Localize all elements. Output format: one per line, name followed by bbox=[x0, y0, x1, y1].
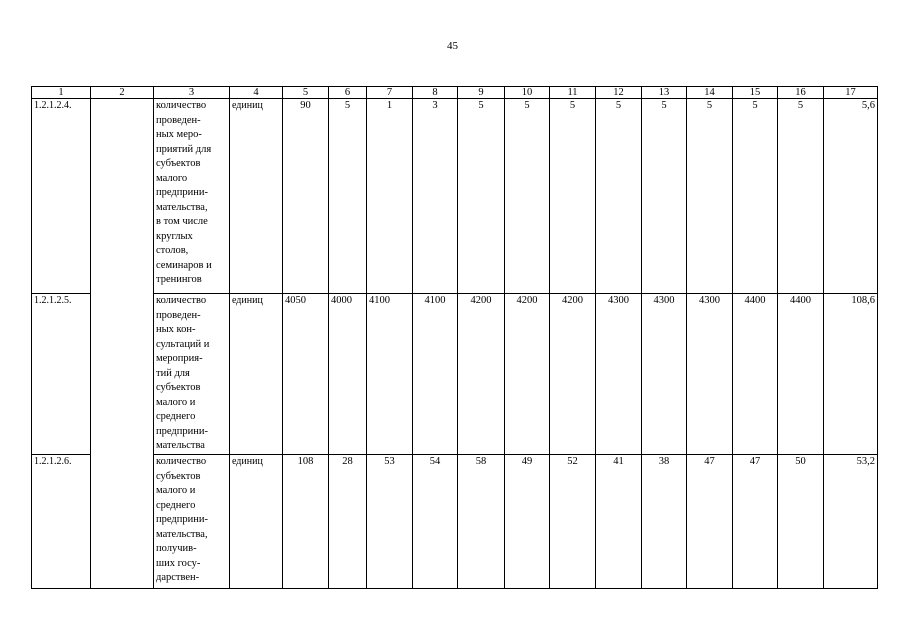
value-cell: 4300 bbox=[687, 294, 733, 455]
header-cell: 5 bbox=[283, 87, 329, 99]
description-line: предприни- bbox=[156, 187, 208, 198]
description-line: сультаций и bbox=[156, 338, 210, 350]
description-line: малого и bbox=[156, 396, 196, 408]
value-cell: 53,2 bbox=[824, 455, 878, 589]
description-line: столов, bbox=[156, 245, 189, 256]
value-cell: 5 bbox=[505, 99, 550, 294]
unit-cell: единиц bbox=[230, 99, 283, 294]
value-cell: 108,6 bbox=[824, 294, 878, 455]
indicators-table bbox=[31, 86, 878, 589]
description-line: дарствен- bbox=[156, 572, 200, 583]
value-cell: 4200 bbox=[505, 294, 550, 455]
value-cell: 4000 bbox=[329, 294, 367, 455]
value-cell: 5 bbox=[687, 99, 733, 294]
description-line: среднего bbox=[156, 499, 196, 511]
header-cell: 7 bbox=[367, 87, 413, 99]
value-cell: 90 bbox=[283, 99, 329, 294]
value-cell: 1 bbox=[367, 99, 413, 294]
table-header-row bbox=[32, 87, 878, 99]
header-cell: 6 bbox=[329, 87, 367, 99]
value-cell: 4100 bbox=[413, 294, 458, 455]
indicator-code: 1.2.1.2.6. bbox=[32, 455, 91, 589]
indicator-code: 1.2.1.2.4. bbox=[32, 99, 91, 294]
description-line: проведен- bbox=[156, 309, 201, 321]
description-line: проведен- bbox=[156, 114, 201, 126]
description-line: в том числе bbox=[156, 216, 208, 227]
header-cell: 14 bbox=[687, 87, 733, 99]
value-cell: 5 bbox=[778, 99, 824, 294]
description-line: количество bbox=[156, 456, 207, 467]
value-cell: 47 bbox=[733, 455, 778, 589]
indicator-description bbox=[154, 294, 230, 455]
description-line: мательства, bbox=[156, 201, 208, 213]
value-cell: 5 bbox=[329, 99, 367, 294]
header-cell: 3 bbox=[154, 87, 230, 99]
value-cell: 5,6 bbox=[824, 99, 878, 294]
value-cell: 5 bbox=[642, 99, 687, 294]
description-line: мательства bbox=[156, 440, 205, 451]
description-line: предприни- bbox=[156, 514, 208, 525]
description-line: ных меро- bbox=[156, 129, 202, 140]
value-cell: 5 bbox=[596, 99, 642, 294]
table-row bbox=[32, 455, 878, 589]
value-cell: 50 bbox=[778, 455, 824, 589]
value-cell: 4300 bbox=[642, 294, 687, 455]
value-cell: 47 bbox=[687, 455, 733, 589]
description-line: тренингов bbox=[156, 274, 202, 285]
value-cell: 5 bbox=[550, 99, 596, 294]
indicator-description bbox=[154, 455, 230, 589]
value-cell: 4300 bbox=[596, 294, 642, 455]
unit-cell: единиц bbox=[230, 455, 283, 589]
page-number: 45 bbox=[447, 40, 458, 52]
unit-cell: единиц bbox=[230, 294, 283, 455]
indicator-description bbox=[154, 99, 230, 294]
description-line: ших госу- bbox=[156, 557, 201, 569]
table-row bbox=[32, 294, 878, 455]
header-cell: 9 bbox=[458, 87, 505, 99]
description-line: субъектов bbox=[156, 382, 201, 393]
value-cell: 53 bbox=[367, 455, 413, 589]
value-cell: 4400 bbox=[778, 294, 824, 455]
description-line: количество bbox=[156, 295, 207, 306]
value-cell: 54 bbox=[413, 455, 458, 589]
value-cell: 3 bbox=[413, 99, 458, 294]
value-cell: 5 bbox=[733, 99, 778, 294]
description-line: количество bbox=[156, 100, 207, 111]
description-line: ных кон- bbox=[156, 324, 196, 335]
description-line: мательства, bbox=[156, 528, 208, 540]
description-line: семинаров и bbox=[156, 259, 212, 271]
header-cell: 12 bbox=[596, 87, 642, 99]
header-cell: 4 bbox=[230, 87, 283, 99]
header-cell: 17 bbox=[824, 87, 878, 99]
header-cell: 8 bbox=[413, 87, 458, 99]
header-cell: 2 bbox=[91, 87, 154, 99]
empty-cell bbox=[91, 99, 154, 589]
description-line: среднего bbox=[156, 411, 196, 422]
value-cell: 28 bbox=[329, 455, 367, 589]
value-cell: 5 bbox=[458, 99, 505, 294]
description-line: субъектов bbox=[156, 470, 201, 482]
description-line: малого и bbox=[156, 485, 196, 496]
header-cell: 10 bbox=[505, 87, 550, 99]
description-line: круглых bbox=[156, 230, 193, 242]
indicator-code: 1.2.1.2.5. bbox=[32, 294, 91, 455]
value-cell: 4100 bbox=[367, 294, 413, 455]
value-cell: 4200 bbox=[550, 294, 596, 455]
header-cell: 15 bbox=[733, 87, 778, 99]
value-cell: 4400 bbox=[733, 294, 778, 455]
value-cell: 4200 bbox=[458, 294, 505, 455]
value-cell: 58 bbox=[458, 455, 505, 589]
header-cell: 16 bbox=[778, 87, 824, 99]
description-line: приятий для bbox=[156, 143, 212, 155]
description-line: мероприя- bbox=[156, 353, 203, 364]
value-cell: 49 bbox=[505, 455, 550, 589]
description-line: предприни- bbox=[156, 425, 208, 437]
description-line: получив- bbox=[156, 543, 197, 554]
value-cell: 108 bbox=[283, 455, 329, 589]
header-cell: 1 bbox=[32, 87, 91, 99]
description-line: субъектов bbox=[156, 158, 201, 169]
value-cell: 41 bbox=[596, 455, 642, 589]
header-cell: 13 bbox=[642, 87, 687, 99]
description-line: тий для bbox=[156, 367, 190, 379]
value-cell: 38 bbox=[642, 455, 687, 589]
table-row bbox=[32, 99, 878, 294]
value-cell: 52 bbox=[550, 455, 596, 589]
header-cell: 11 bbox=[550, 87, 596, 99]
value-cell: 4050 bbox=[283, 294, 329, 455]
description-line: малого bbox=[156, 172, 188, 184]
